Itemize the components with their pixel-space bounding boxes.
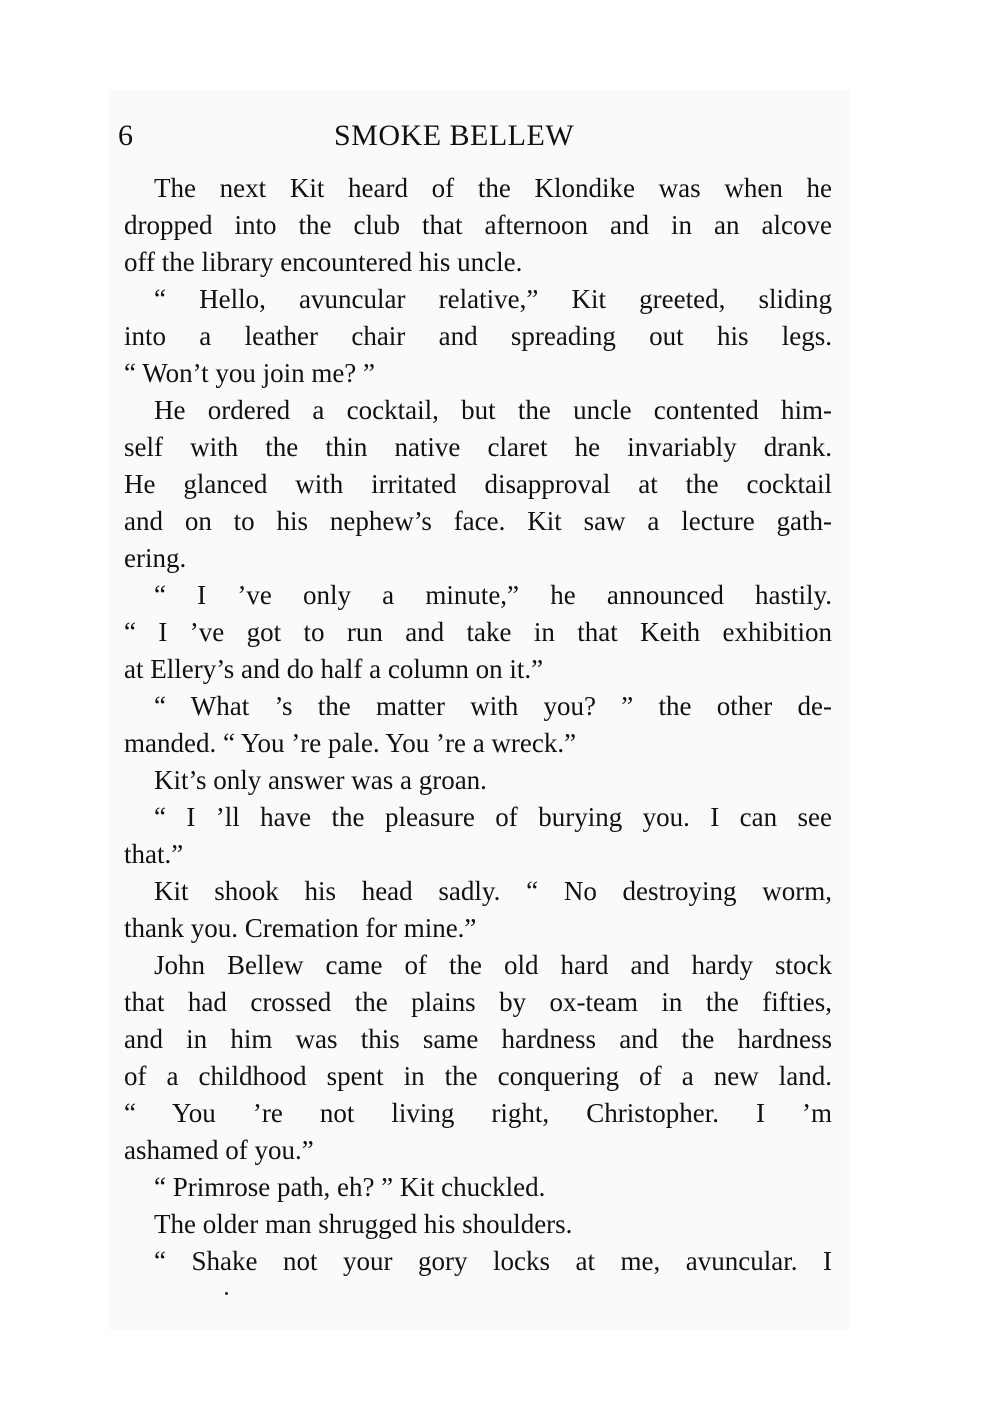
text-line: thank you. Cremation for mine.” — [124, 913, 477, 943]
text-line: “ Shake not your gory locks at me, avuncular. I — [154, 1246, 832, 1276]
text-line: that had crossed the plains by ox-team in the fifties, — [124, 987, 832, 1017]
body-text — [124, 170, 832, 1280]
ink-speck — [225, 1292, 228, 1295]
page-header — [118, 112, 838, 160]
text-line: manded. “ You ’re pale. You ’re a wreck.” — [124, 728, 577, 758]
text-line: ashamed of you.” — [124, 1135, 314, 1165]
page-number: 6 — [118, 119, 133, 152]
text-line: He glanced with irritated disapproval at the cocktail — [124, 469, 832, 499]
text-line: of a childhood spent in the conquering of a new land. — [124, 1061, 832, 1091]
text-line: ering. — [124, 543, 187, 573]
text-line: “ Won’t you join me? ” — [124, 358, 376, 388]
text-line: that.” — [124, 839, 184, 869]
text-line: Kit’s only answer was a groan. — [154, 765, 487, 795]
running-head: SMOKE BELLEW — [334, 119, 575, 152]
text-line: “ I ’ve only a minute,” he announced hastily. — [154, 580, 832, 610]
text-line: He ordered a cocktail, but the uncle contented him- — [154, 395, 832, 425]
text-line: “ I ’ve got to run and take in that Keith exhibition — [124, 617, 832, 647]
text-line: at Ellery’s and do half a column on it.” — [124, 654, 544, 684]
text-line: off the library encountered his uncle. — [124, 247, 523, 277]
text-line: “ Primrose path, eh? ” Kit chuckled. — [154, 1172, 546, 1202]
text-line: The older man shrugged his shoulders. — [154, 1209, 573, 1239]
text-line: “ What ’s the matter with you? ” the other de- — [154, 691, 832, 721]
text-line: self with the thin native claret he invariably drank. — [124, 432, 832, 462]
text-line: “ Hello, avuncular relative,” Kit greeted, sliding — [154, 284, 832, 314]
text-line: The next Kit heard of the Klondike was when he — [154, 173, 832, 203]
text-line: “ I ’ll have the pleasure of burying you. I can see — [154, 802, 832, 832]
text-line: dropped into the club that afternoon and in an alcove — [124, 210, 832, 240]
text-line: and in him was this same hardness and the hardness — [124, 1024, 832, 1054]
text-line: into a leather chair and spreading out his legs. — [124, 321, 832, 351]
text-line: John Bellew came of the old hard and hardy stock — [154, 950, 832, 980]
text-line: Kit shook his head sadly. “ No destroying worm, — [154, 876, 832, 906]
text-line: “ You ’re not living right, Christopher. I ’m — [124, 1098, 832, 1128]
text-line: and on to his nephew’s face. Kit saw a lecture gath- — [124, 506, 832, 536]
